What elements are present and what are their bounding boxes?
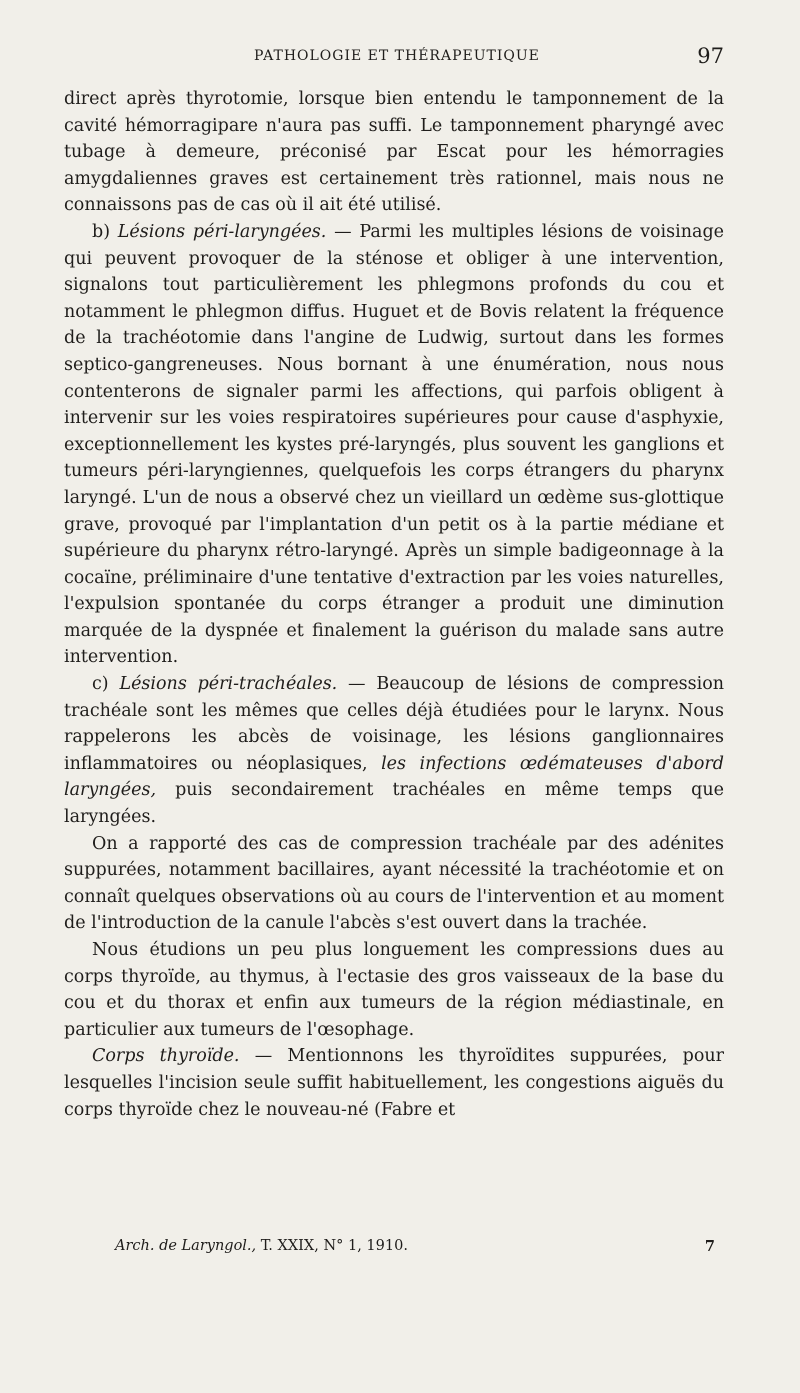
paragraph-3-italic: les infections œdémateuses d'abord laryngées, [64,753,724,801]
section-title-corps-thyroide: Corps thyroïde. [92,1046,240,1067]
signature-mark: 7 [704,1238,715,1255]
paragraph-2-text: — Parmi les multiples lésions de voisinage qui peuvent provoquer de la sténose et obliger à une intervention, signalons tout particulièrement les phlegmons profonds du cou et notamment le phlegmon diffus. Huguet et de Bovis relatent la fréquence de la trachéotomie dans l'angine de Ludwig, surtout dans les formes septico-gangreneuses. Nous bornant à une énumération, nous nous contenterons de signaler parmi les affections, qui parfois obligent à intervenir sur les voies respiratoires supérieures pour cause d'asphyxie, exceptionnellement les kystes pré-laryngés, plus souvent les ganglions et tumeurs péri-laryngiennes, quelquefois les corps étrangers du pharynx laryngé. L'un de nous a observé chez un vieillard un œdème sus-glottique grave, provoqué par l'implantation d'un petit os à la partie médiane et supérieure du pharynx rétro-laryngé. Après un simple badigeonnage à la cocaïne, préliminaire d'une tentative d'extraction par les voies naturelles, l'expulsion spontanée du corps étranger a produit une diminution marquée de la dyspnée et finalement la guérison du malade sans autre intervention. [64,221,724,668]
paragraph-6-text: — Mentionnons les thyroïdites suppurées, pour lesquelles l'incision seule suffit habituellement, les congestions aiguës du corps thyroïde chez le nouveau-né (Fabre et [64,1046,724,1120]
body-text [64,86,724,1123]
section-title-peri-tracheales: Lésions péri-trachéales. [119,674,338,695]
paragraph-corps-thyroide [64,1043,724,1123]
journal-name: Arch. de Laryngol., [115,1238,257,1254]
page-header [64,44,724,72]
journal-citation [115,1238,408,1254]
page-number: 97 [697,44,724,68]
paragraph-5: Nous étudions un peu plus longuement les compressions dues au corps thyroïde, au thymus, à l'ectasie des gros vaisseaux de la base du cou et du thorax et enfin aux tumeurs de la région médiastinale, en particulier aux tumeurs de l'œsophage. [64,940,724,1040]
paragraph-lesions-peri-tracheales [64,671,724,831]
paragraph-lesions-peri-laryngees [64,219,724,671]
paragraph-1: direct après thyrotomie, lorsque bien entendu le tamponnement de la cavité hémorragipare n'aura pas suffi. Le tamponnement pharyngé avec tubage à demeure, préconisé par Escat pour les hémorragies amygdaliennes graves est certainement très rationnel, mais nous ne connaissons pas de cas où il ait été utilisé. [64,89,724,216]
running-head: PATHOLOGIE ET THÉRAPEUTIQUE [254,48,540,64]
section-title-peri-laryngees: Lésions péri-laryngées. [117,221,327,242]
paragraph-3-text-b: puis secondairement trachéales en même temps que laryngées. [64,780,724,828]
journal-volume: T. XXIX, N° 1, 1910. [256,1238,408,1254]
section-marker-c: c) [92,674,120,695]
paragraph-3-text-a: — Beaucoup de lésions de compression trachéale sont les mêmes que celles déjà étudiées pour le larynx. Nous rappelerons les abcès de voisinage, les lésions ganglionnaires inflammatoires ou néoplasiques, [64,674,724,774]
section-marker-b: b) [92,221,118,242]
paragraph-4: On a rapporté des cas de compression trachéale par des adénites suppurées, notamment bacillaires, ayant nécessité la trachéotomie et on connaît quelques observations où au cours de l'intervention et au moment de l'introduction de la canule l'abcès s'est ouvert dans la trachée. [64,833,724,934]
